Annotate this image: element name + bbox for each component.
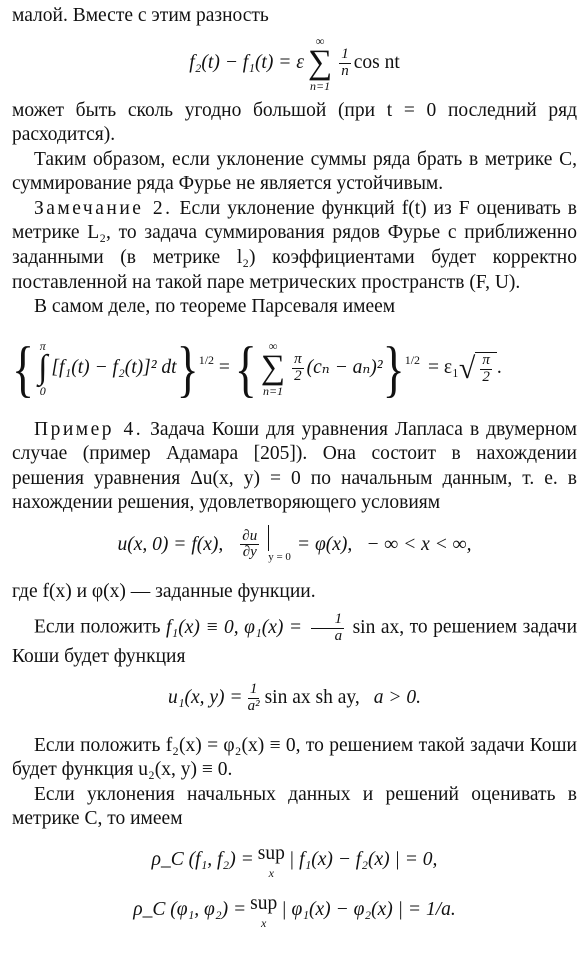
paragraph-remark-2 [12,197,577,295]
eq6-sup: sup x [257,843,285,880]
paragraph-set-second: Если положить f₂(x) = φ₂(x) ≡ 0, то решением такой задачи Коши будет функция u₂(x, y) ≡ 0. [12,734,577,781]
eq3-derivative: $\frac{\partial u}{\partial y}$ [242,527,258,561]
equation-solution-u1 [12,670,577,728]
eq2-sum-tail: (cₙ − aₙ)² [306,357,383,379]
paragraph-given-functions: где f(x) и φ(x) — заданные функции. [12,580,316,602]
eq2-integral: π ∫ 0 [38,338,48,398]
paragraph-1: малой. Вместе с этим разность [12,5,269,26]
paragraph-metric-c: Если уклонения начальных данных и решений оценивать в метрике C, то имеем [12,783,577,830]
paragraph-set-first: Если положить f₁(x) ≡ 0, φ₁(x) = $\frac{1}{a}$ sin ax, то решением задачи Коши будет функция [12,611,578,667]
equation-cauchy-conditions [12,516,577,574]
eq3-eval-bar: y = 0 [268,525,291,565]
eq2-right-brace-2: } [382,333,405,403]
eq1-fraction: $\frac{1}{n}$ [341,46,349,80]
eq2-rhs: = ε₁ [428,357,459,379]
eq5-cond: a > 0. [373,687,422,709]
eq2-sum: ∞ ∑ n=1 [260,338,286,398]
example-text: Задача Коши для уравнения Лапласа в двумерном случае (пример Адамара [205]). Она состоит в нахождении решения уравнения Δu(x, y) = 0 по начальным данным, т. е. в нахождении решения, удовлетворяющего условиям [12,418,578,514]
equation-parseval: { π ∫ 0 [f₁(t) − f₂(t)]² dt } 1/2 = { ∞ ∑ n=1 $\frac{\pi}{2}$ (cₙ − aₙ)² } 1/2 = ε₁ √ $\frac{\pi}{2}$ . [12,333,502,403]
eq7-lhs: ρ_C (φ₁, φ₂) = [133,899,247,921]
eq1-tail: cos nt [353,52,400,74]
remark-text: Если уклонение функций f(t) из F оценивать в метрике L₂, то задача суммирования рядов Фурье с приближенно заданными (в метрике l₂) коэффициентами будет корректно поставленной на такой паре метрических пространств (F, U). [12,197,577,293]
eq2-power-right: 1/2 [404,353,421,368]
paragraph-3: Таким образом, если уклонение суммы ряда брать в метрике C, суммирование ряда Фурье не является устойчивым. [12,148,577,195]
eq6-rhs: | f₁(x) − f₂(x) | = 0, [288,849,438,871]
eq5-fraction: $\frac{1}{\text{a²}}$ [247,681,260,714]
paragraph-parseval: В самом деле, по теореме Парсеваля имеем [34,296,396,318]
eq2-left-brace-2: { [234,333,257,403]
eq2-fraction: $\frac{\pi}{2}$ [294,351,302,385]
eq2-power-left: 1/2 [198,353,215,368]
eq2-integrand: [f₁(t) − f₂(t)]² dt [51,357,177,379]
equation-difference [12,29,577,99]
equation-rho-f [12,836,577,886]
eq2-right-brace: } [176,333,199,403]
eq3-range: − ∞ < x < ∞, [366,533,472,555]
example-heading: Пример 4. [34,418,144,440]
remark-heading: Замечание 2. [34,197,173,219]
eq6-lhs: ρ_C (f₁, f₂) = [151,849,254,871]
eq5-lhs: u₁(x, y) = [167,687,243,709]
paragraph-example-4 [12,418,577,516]
eq5-tail: sin ax sh ay, [264,687,360,709]
eq7-rhs: | φ₁(x) − φ₂(x) | = 1/a. [281,899,456,921]
eq1-sum: ∞ ∑ n=1 [307,33,333,93]
eq7-sup: sup x [250,893,278,930]
eq4-inline: f₁(x) ≡ 0, φ₁(x) = $\frac{1}{a}$ sin ax, [166,611,405,645]
eq2-left-brace: { [12,333,35,403]
eq3-lhs: u(x, 0) = f(x), [117,533,224,555]
eq3-mid: = φ(x), [296,533,353,555]
eq1-lhs: f₂(t) − f₁(t) = ε [189,52,304,74]
equation-rho-phi [12,886,577,936]
paragraph-2: может быть сколь угодно большой (при t = 0 последний ряд расходится). [12,99,577,146]
eq4-fraction: $\frac{1}{a}$ [311,612,345,645]
eq2-sqrt: √ $\frac{\pi}{2}$ [459,350,497,388]
